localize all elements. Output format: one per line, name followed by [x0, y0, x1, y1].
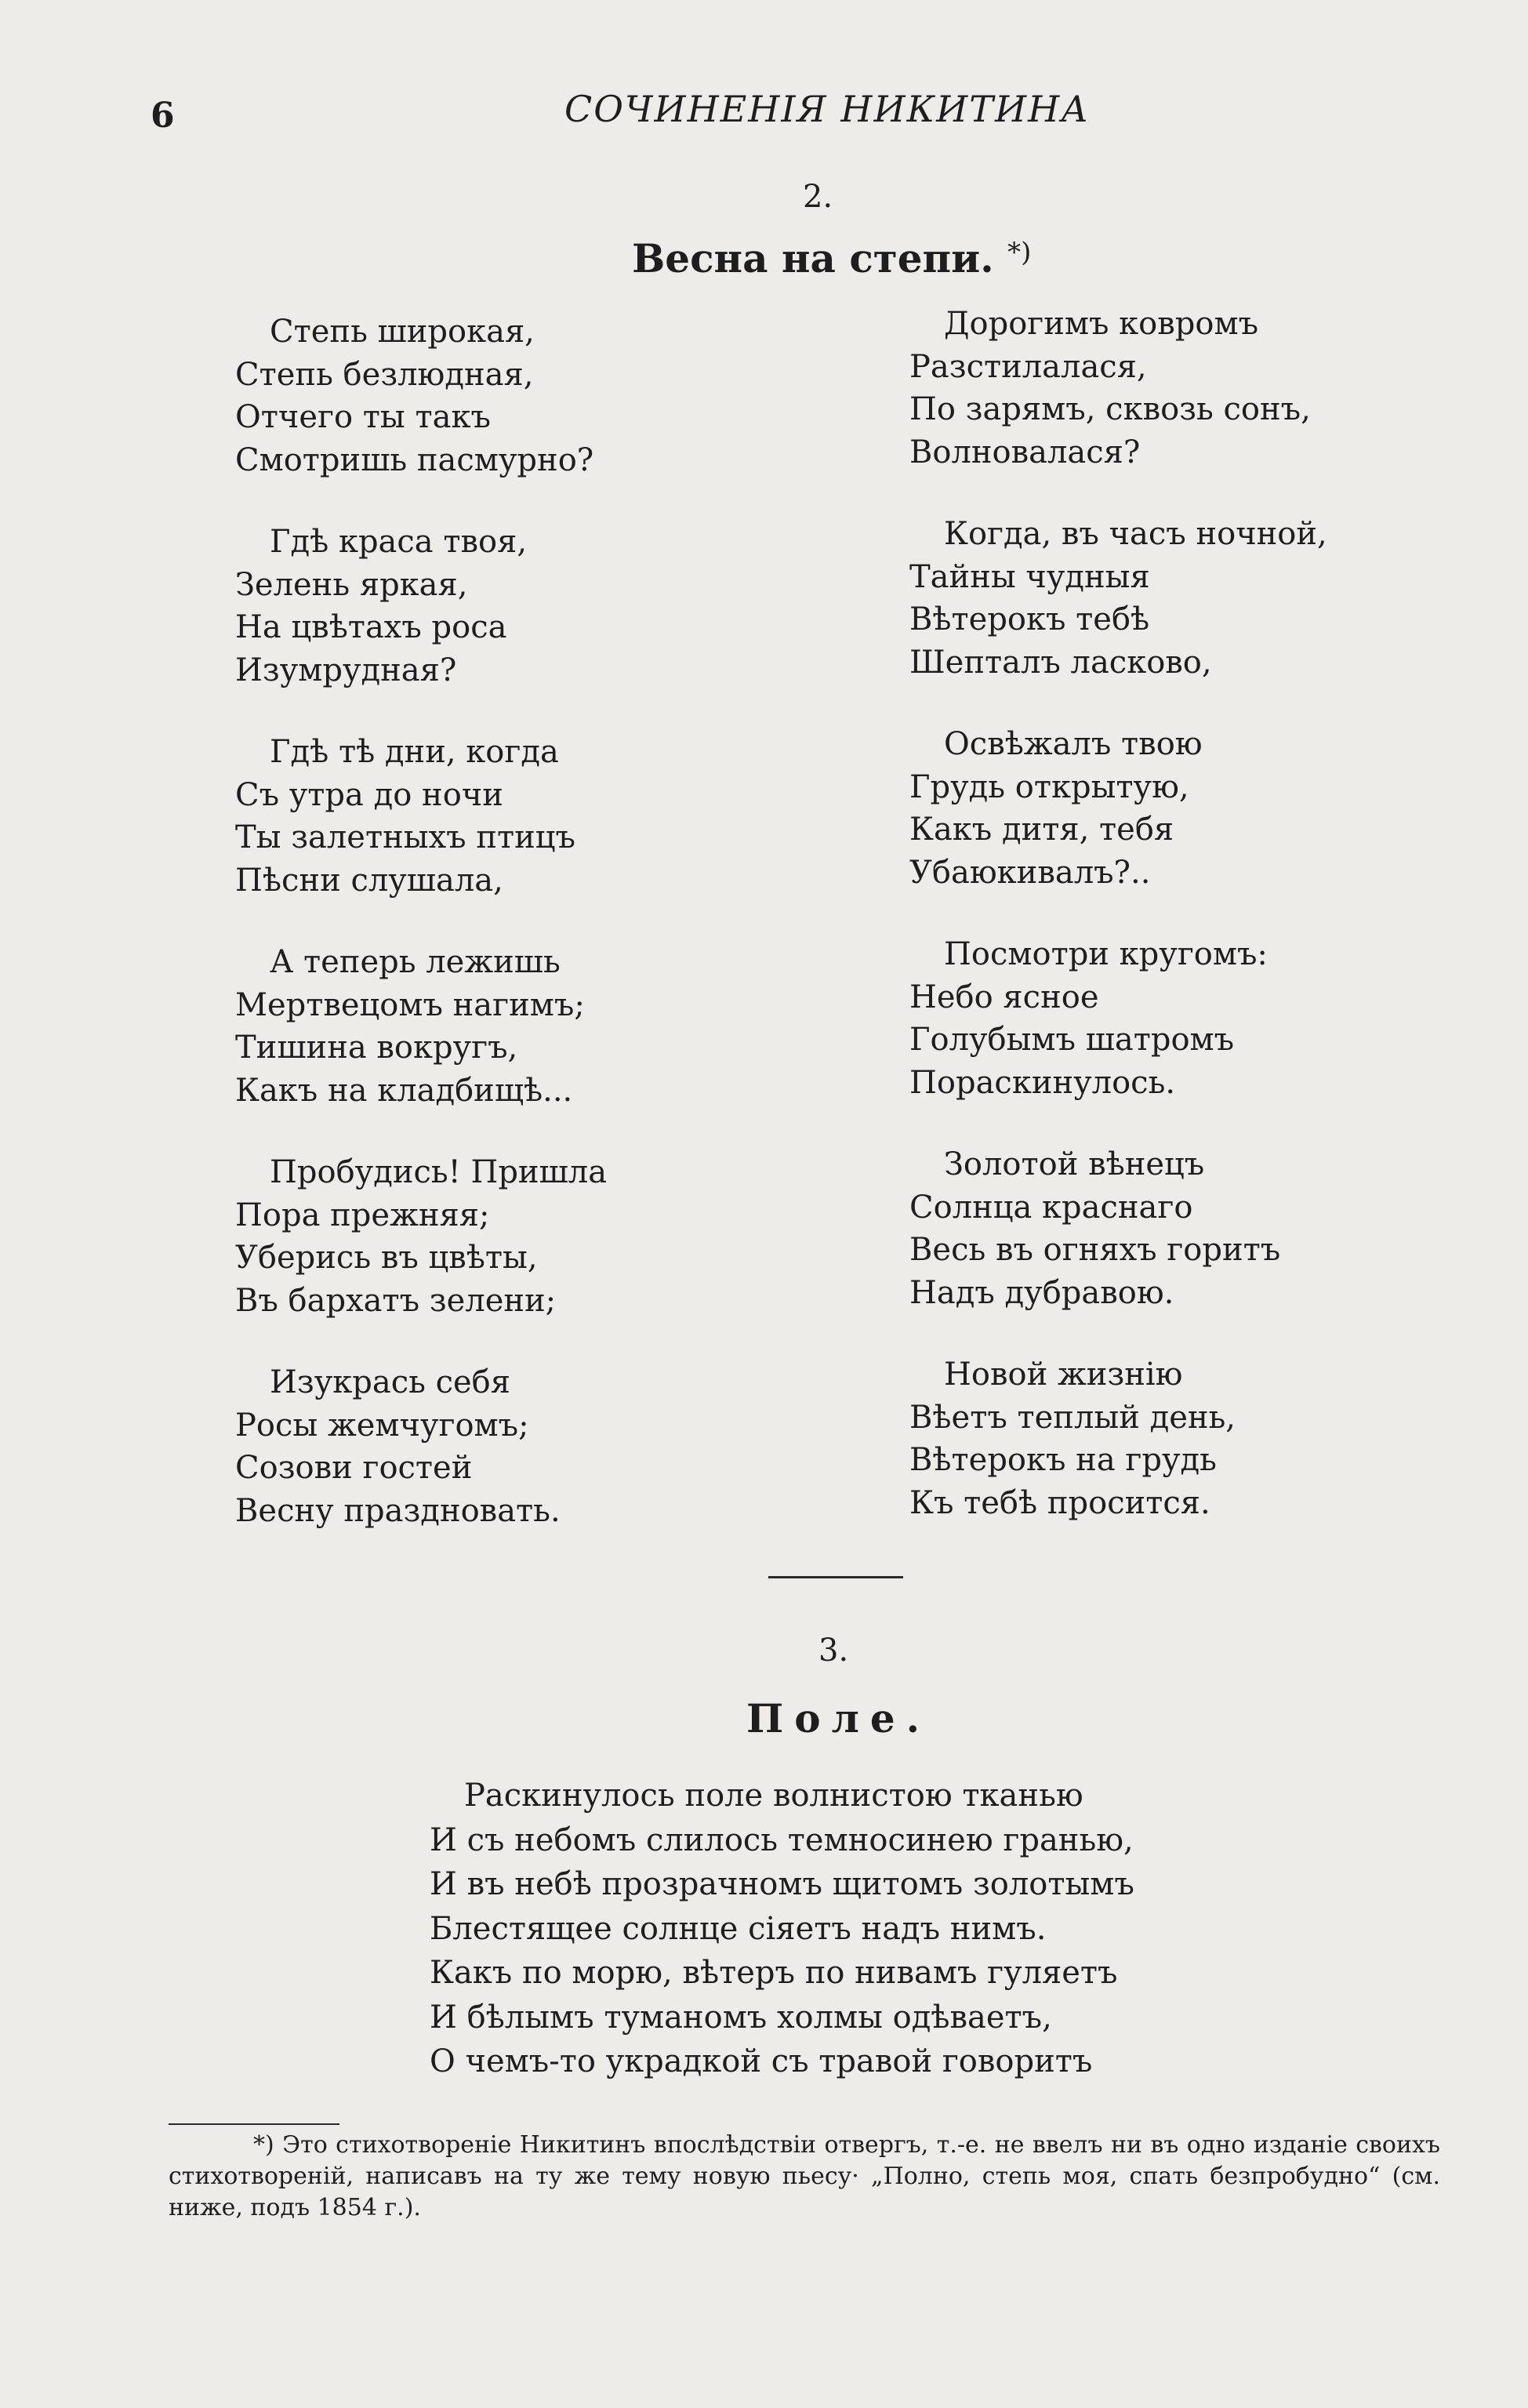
verse-line: Пробудись! Пришла: [270, 1154, 608, 1190]
stanza: [909, 1353, 1327, 1524]
verse-line: Грудь открытую,: [909, 768, 1189, 805]
verse-block: [430, 1774, 1134, 2084]
verse-line: Вѣтерокъ тебѣ: [909, 601, 1150, 637]
verse-line: Раскинулось поле волнистою тканью: [464, 1778, 1083, 1814]
stanza: [235, 1151, 607, 1322]
verse-line: Разстилалася,: [909, 348, 1147, 385]
verse-line: Какъ на кладбищѣ...: [235, 1072, 573, 1109]
verse-line: Дорогимъ ковромъ: [944, 306, 1259, 342]
stanza: [909, 303, 1327, 474]
verse-line: И съ небомъ слилось темносинею гранью,: [430, 1821, 1134, 1858]
verse-line: Солнца краснаго: [909, 1189, 1193, 1226]
left-verse-column: [235, 311, 607, 1571]
verse-line: Зелень яркая,: [235, 566, 468, 603]
verse-line: Тишина вокругъ,: [235, 1030, 518, 1066]
page-number: 6: [151, 96, 175, 136]
verse-line: Степь безлюдная,: [235, 356, 534, 393]
verse-line: О чемъ-то украдкой съ травой говоритъ: [430, 2043, 1093, 2079]
verse-line: Смотришь пасмурно?: [235, 441, 594, 478]
verse-line: Золотой вѣнецъ: [944, 1146, 1205, 1182]
section-divider: [768, 1576, 903, 1578]
verse-line: Новой жизнію: [944, 1357, 1183, 1393]
verse-line: Пѣсни слушала,: [235, 862, 503, 899]
verse-line: Отчего ты такъ: [235, 399, 491, 435]
verse-line: Весь въ огняхъ горитъ: [909, 1232, 1281, 1268]
stanza: [909, 513, 1327, 684]
stanza: [235, 311, 607, 481]
verse-line: Какъ по морю, вѣтеръ по нивамъ гуляетъ: [430, 1955, 1118, 1991]
verse-line: Тайны чудныя: [909, 558, 1150, 595]
verse-line: Голубымъ шатромъ: [909, 1022, 1235, 1058]
verse-line: Пораскинулось.: [909, 1064, 1176, 1101]
verse-line: И бѣлымъ туманомъ холмы одѣваетъ,: [430, 1999, 1052, 2036]
stanza: [909, 723, 1327, 894]
verse-line: Пора прежняя;: [235, 1197, 490, 1233]
stanza: [235, 731, 607, 902]
verse-line: Съ утра до ночи: [235, 776, 503, 813]
running-title: СОЧИНЕНІЯ НИКИТИНА: [564, 88, 1091, 130]
verse-line: И въ небѣ прозрачномъ щитомъ золотымъ: [430, 1866, 1134, 1902]
footnote-text: Это стихотвореніе Никитинъ впослѣдствіи отвергъ, т.-е. не ввелъ ни въ одно изданіе своихъ стихотвореній, написавъ на ту же тему новую пьесу· „Полно, степь моя, спать безпробудно“ (см. ниже, подъ 1854 г.).: [169, 2131, 1440, 2221]
stanza: [235, 941, 607, 1112]
poem-title-text: Весна на степи.: [632, 235, 994, 281]
verse-line: Весну праздновать.: [235, 1492, 561, 1529]
footnote-mark: *): [253, 2131, 274, 2159]
verse-line: Небо ясное: [909, 979, 1099, 1015]
verse-line: По зарямъ, сквозь сонъ,: [909, 391, 1311, 427]
verse-line: Надъ дубравою.: [909, 1274, 1174, 1311]
verse-line: Вѣетъ теплый день,: [909, 1399, 1236, 1436]
verse-line: Вѣтерокъ на грудь: [909, 1442, 1217, 1478]
verse-line: Убаюкивалъ?..: [909, 854, 1151, 891]
stanza: [909, 933, 1327, 1104]
verse-line: Въ бархатъ зелени;: [235, 1282, 557, 1319]
right-verse-column: [909, 303, 1327, 1564]
verse-line: Освѣжалъ твою: [944, 726, 1203, 762]
verse-line: Шепталъ ласково,: [909, 644, 1212, 681]
verse-line: Гдѣ краса твоя,: [270, 524, 528, 560]
footnote-divider: [169, 2123, 339, 2125]
verse-line: Мертвецомъ нагимъ;: [235, 986, 585, 1023]
verse-line: Посмотри кругомъ:: [944, 936, 1268, 972]
stanza: [235, 521, 607, 692]
verse-line: Изумрудная?: [235, 652, 457, 688]
poem-number: 2.: [803, 179, 833, 215]
poem-number: 3.: [818, 1633, 849, 1669]
stanza: [235, 1361, 607, 1532]
stanza: [909, 1143, 1327, 1314]
verse-line: Какъ дитя, тебя: [909, 812, 1174, 848]
verse-line: Когда, въ часъ ночной,: [944, 516, 1327, 552]
footnote-reference: *): [1007, 237, 1032, 268]
poem-title: [632, 235, 1031, 281]
verse-line: Волновалася?: [909, 434, 1141, 470]
verse-line: Гдѣ тѣ дни, когда: [270, 734, 559, 770]
verse-line: Блестящее солнце сіяетъ надъ нимъ.: [430, 1910, 1047, 1947]
verse-line: Степь широкая,: [270, 314, 535, 350]
verse-line: Созови гостей: [235, 1450, 473, 1486]
verse-line: Изукрась себя: [270, 1364, 510, 1400]
verse-line: Ты залетныхъ птицъ: [235, 819, 575, 855]
verse-line: Росы жемчугомъ;: [235, 1407, 529, 1444]
verse-line: А теперь лежишь: [270, 944, 561, 980]
poem-title: Поле.: [746, 1695, 931, 1742]
verse-line: Къ тебѣ просится.: [909, 1484, 1210, 1521]
verse-line: Уберись въ цвѣты,: [235, 1240, 538, 1276]
footnote: [169, 2130, 1440, 2224]
verse-line: На цвѣтахъ роса: [235, 609, 507, 645]
